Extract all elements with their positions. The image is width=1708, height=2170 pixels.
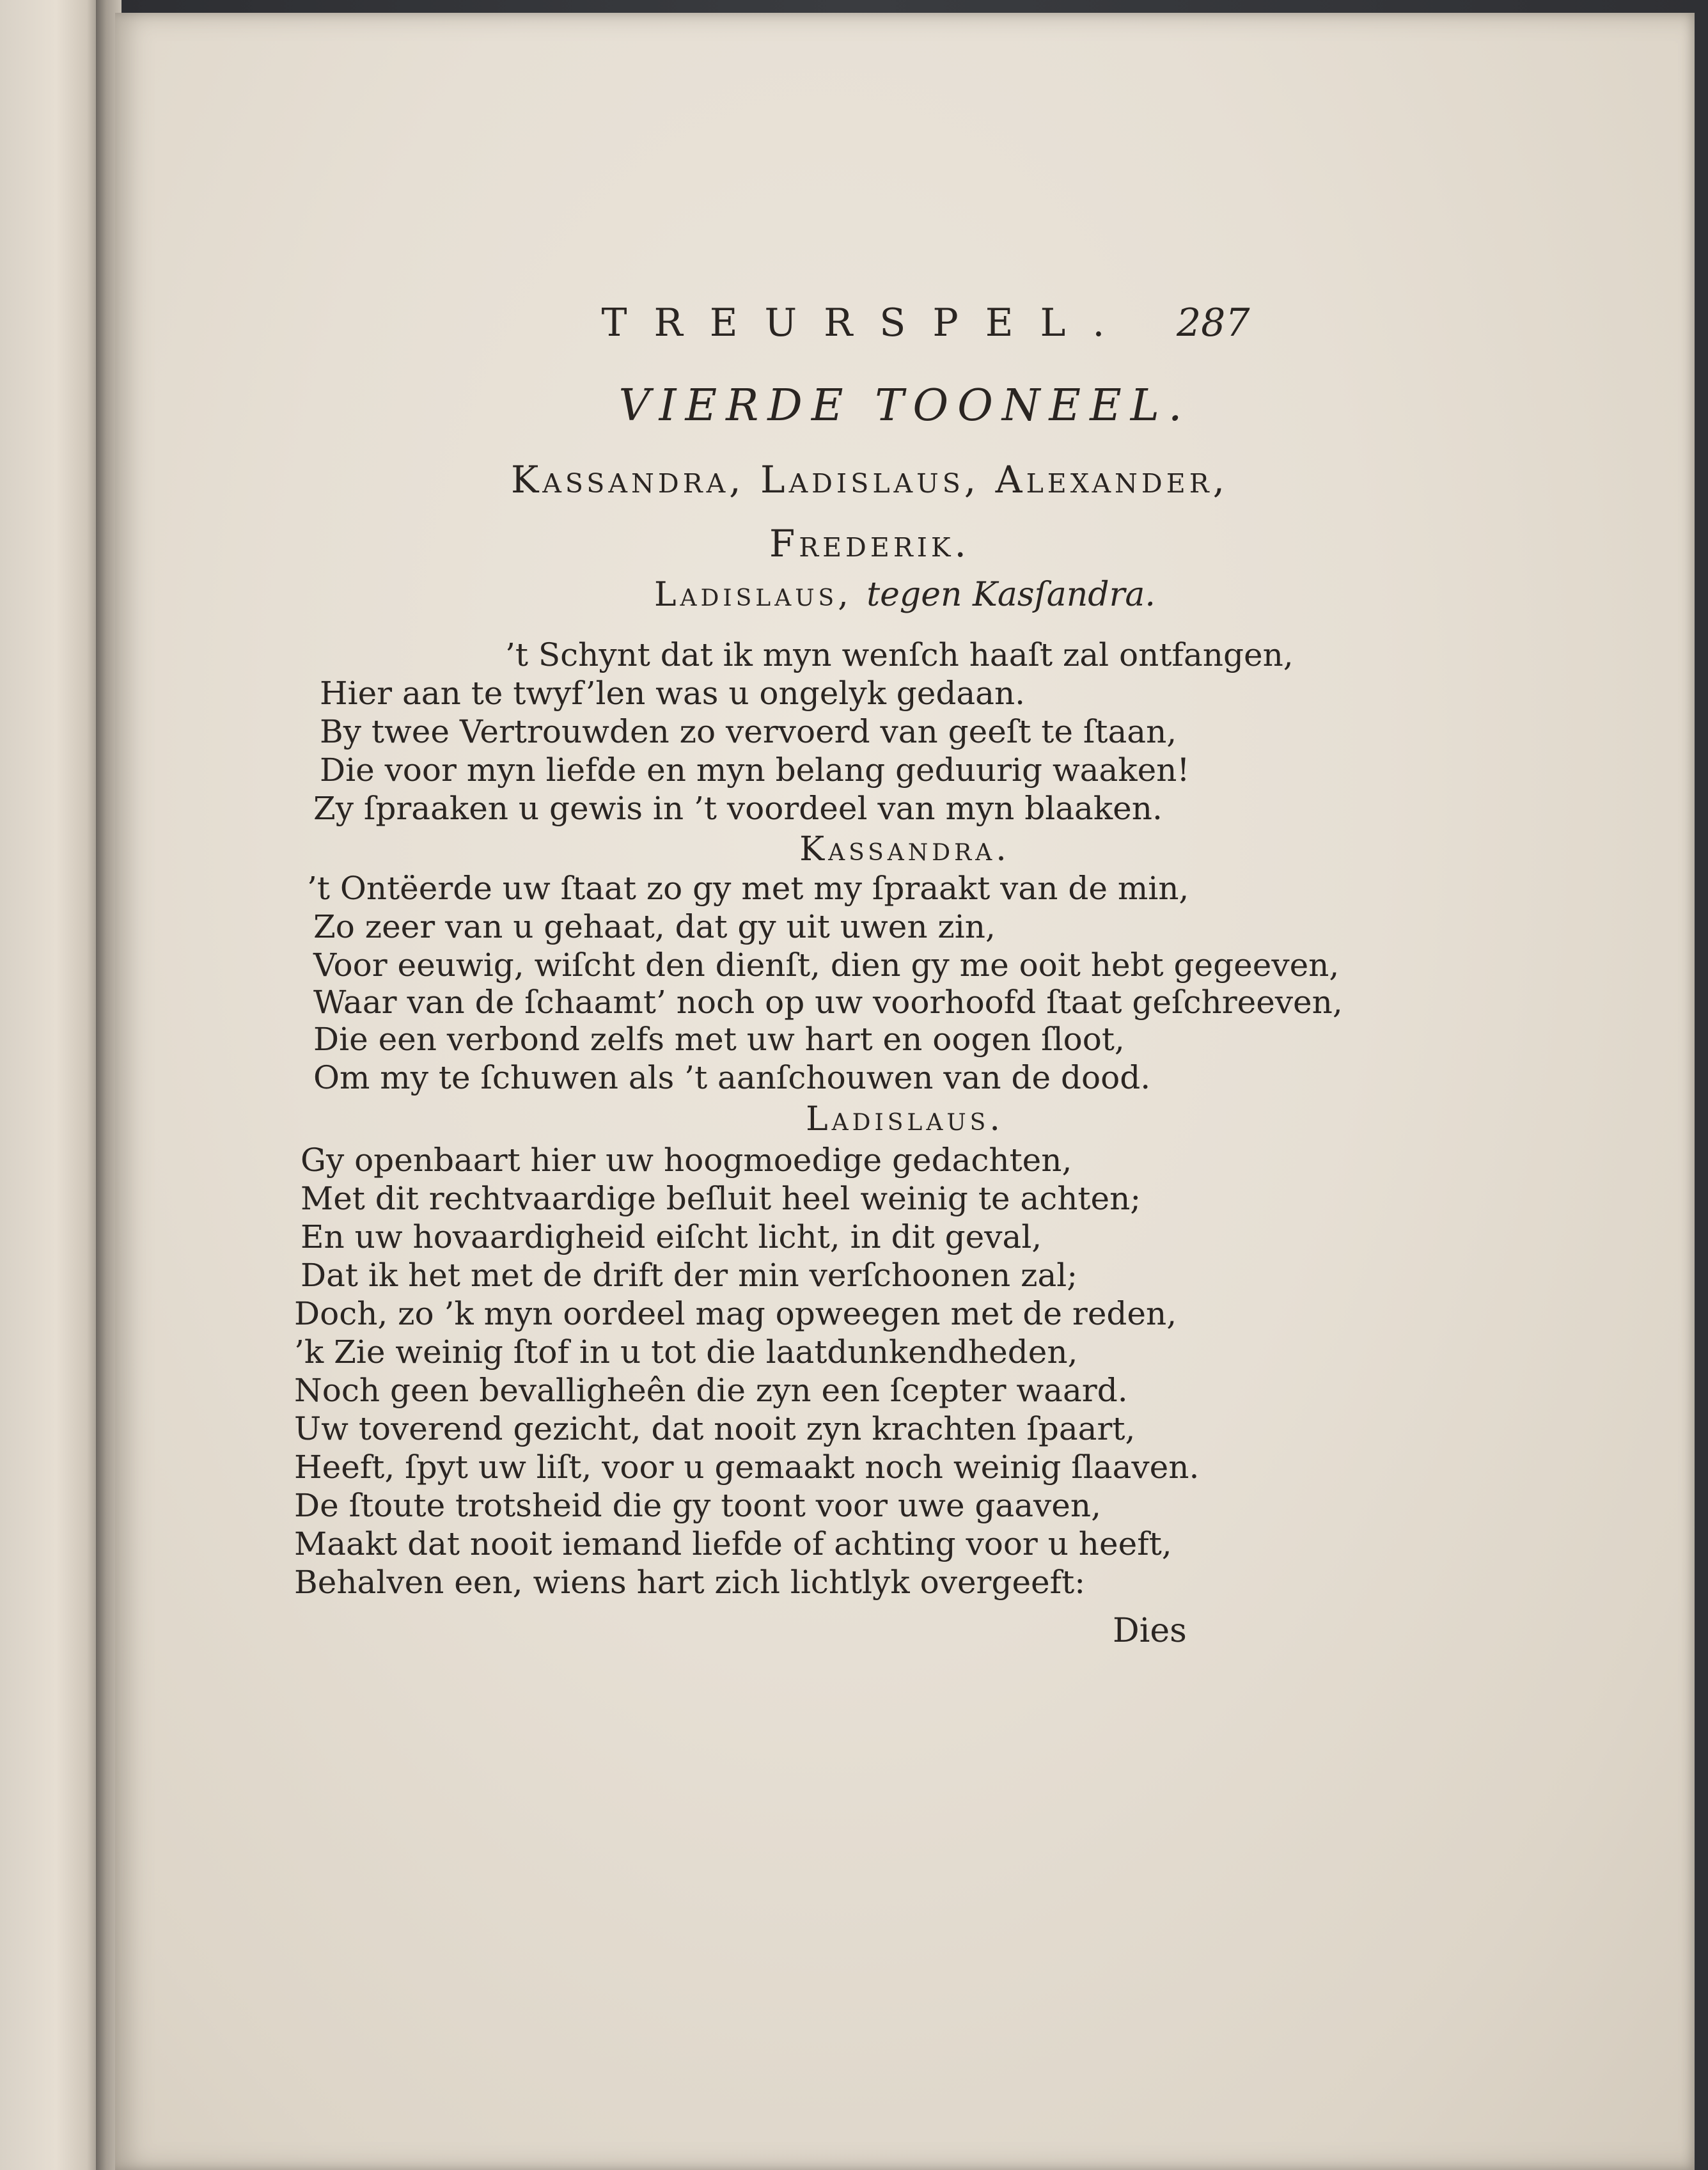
verse-line: Gy openbaart hier uw hoogmoedige gedachten,: [301, 1142, 1072, 1179]
character-list-line: Frederik.: [769, 522, 970, 565]
speaker-name: Kassandra.: [799, 830, 1010, 869]
verse-line: Uw toverend gezicht, dat nooit zyn krachten ſpaart,: [294, 1410, 1136, 1447]
verse-line: Die voor myn liefde en myn belang geduurig waaken!: [320, 751, 1190, 789]
verse-line: De ſtoute trotsheid die gy toont voor uwe gaaven,: [294, 1487, 1101, 1524]
character-list: [307, 448, 1432, 576]
verse-line: ’t Ontëerde uw ſtaat zo gy met my ſpraakt van de min,: [307, 870, 1189, 907]
book-page: [115, 13, 1695, 2170]
verse-line: Hier aan te twyf’len was u ongelyk gedaan.: [320, 675, 1026, 712]
verse-line: Voor eeuwig, wiſcht den dienſt, dien gy me ooit hebt gegeeven,: [313, 947, 1340, 984]
verse-line: Die een verbond zelfs met uw hart en oogen ſloot,: [313, 1021, 1125, 1058]
catchword: Dies: [1113, 1612, 1187, 1650]
verse-line: Heeft, ſpyt uw liſt, voor u gemaakt noch weinig ſlaaven.: [294, 1449, 1200, 1486]
speaker-heading: [115, 824, 1695, 875]
verse-line: Zy ſpraaken u gewis in ’t voordeel van myn blaaken.: [313, 790, 1163, 827]
page-number: 287: [1177, 301, 1250, 345]
speaker-heading: [115, 569, 1695, 620]
scene-title: VIERDE TOONEEL.: [618, 381, 1191, 431]
running-title: TREURSPEL.: [601, 301, 1132, 345]
facing-page-edge: [0, 0, 102, 2170]
speaker-name: Ladislaus.: [806, 1100, 1004, 1138]
verse-line: Behalven een, wiens hart zich lichtlyk overgeeft:: [294, 1564, 1086, 1601]
speaker-name: Ladislaus,: [654, 576, 852, 614]
speaker-heading: [115, 1094, 1695, 1145]
verse-line: ’t Schynt dat ik myn wenſch haaſt zal ontfangen,: [505, 636, 1294, 673]
verse-line: Noch geen bevalligheên die zyn een ſcepter waard.: [294, 1372, 1128, 1409]
verse-line: By twee Vertrouwden zo vervoerd van geeſt te ſtaan,: [320, 713, 1177, 750]
stage-direction: tegen Kasſandra.: [866, 576, 1156, 614]
character-list-line: Kassandra, Ladislaus, Alexander,: [510, 458, 1229, 501]
running-head: [115, 288, 1695, 358]
verse-line: Zo zeer van u gehaat, dat gy uit uwen zin,: [313, 908, 996, 945]
verse-line: Met dit rechtvaardige beſluit heel weinig te achten;: [301, 1180, 1141, 1217]
verse-line: Om my te ſchuwen als ’t aanſchouwen van de dood.: [313, 1059, 1151, 1096]
verse-line: Doch, zo ’k myn oordeel mag opweegen met de reden,: [294, 1295, 1177, 1332]
verse-line: En uw hovaardigheid eiſcht licht, in dit geval,: [301, 1218, 1042, 1255]
verse-line: Waar van de ſchaamt’ noch op uw voorhoofd ſtaat geſchreeven,: [313, 984, 1343, 1021]
verse-line: Dat ik het met de drift der min verſchoonen zal;: [301, 1257, 1078, 1294]
verse-line: Maakt dat nooit iemand liefde of achting voor u heeft,: [294, 1525, 1172, 1562]
verse-line: ’k Zie weinig ſtof in u tot die laatdunkendheden,: [294, 1333, 1078, 1371]
